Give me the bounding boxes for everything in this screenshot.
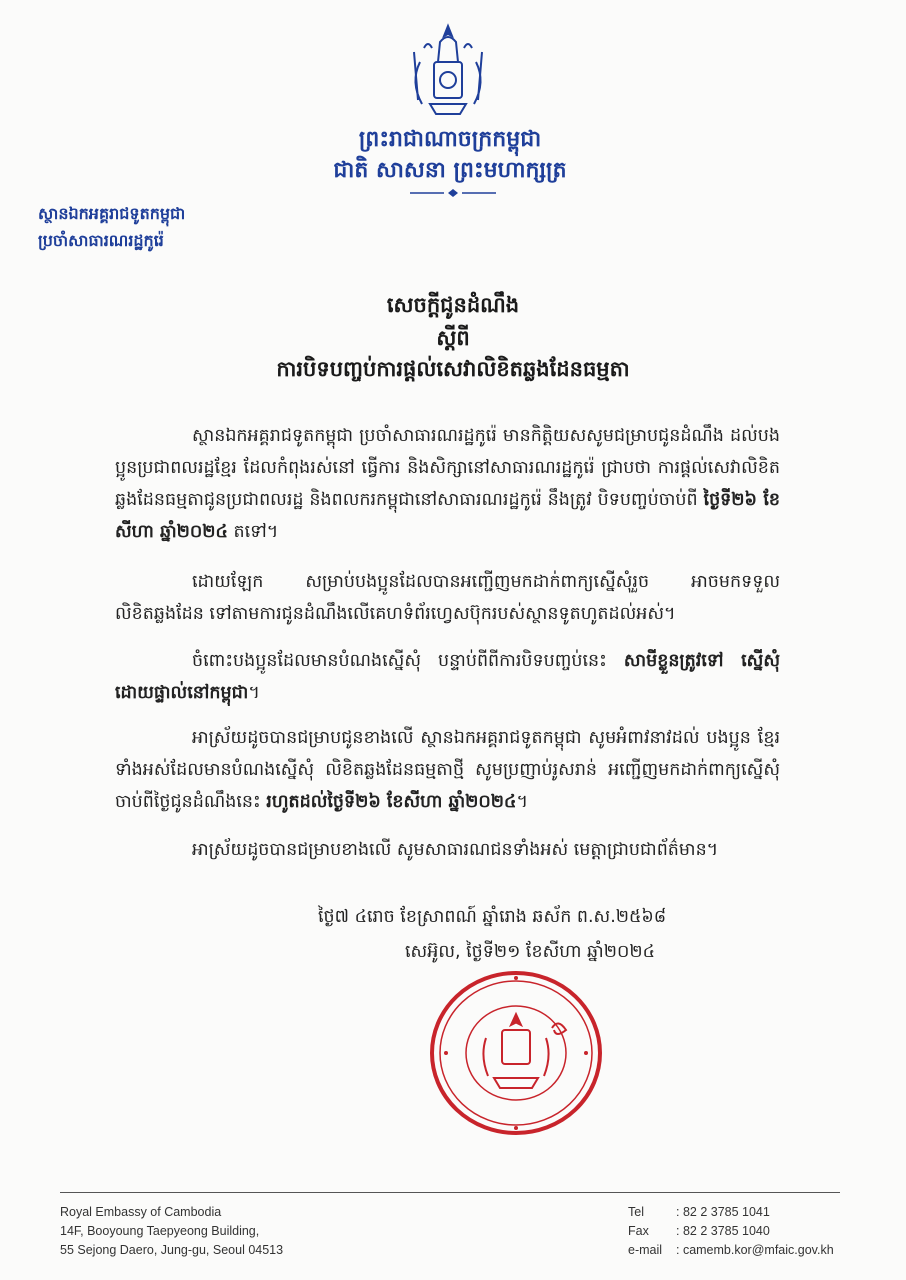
footer-org: Royal Embassy of Cambodia [60, 1205, 222, 1219]
paragraph-1: ស្ថានឯកអគ្គរាជទូតកម្ពុជា ប្រចាំសាធារណរដ្ឋកូរ៉េ មានកិត្តិយសសូមជម្រាបជូនដំណឹង ដល់បងប្អូនប្រជាពលរដ្ឋខ្មែរ ដែលកំពុងរស់នៅ ធ្វើការ និងសិក្សានៅសាធារណរដ្ឋកូរ៉េ ជ្រាបថា ការផ្តល់សេវាលិខិតឆ្លងដែនធម្មតាជូនប្រជាពលរដ្ឋ និងពលករកម្ពុជានៅសាធារណរដ្ឋកូរ៉េ នឹងត្រូវ បិទបញ្ចប់ចាប់ពី ថ្ងៃទី២៦ ខែសីហា ឆ្នាំ២០២៤ តទៅ។ [115, 426, 780, 542]
footer-addr2: 55 Sejong Daero, Jung-gu, Seoul 04513 [60, 1243, 284, 1257]
national-motto: ជាតិ សាសនា ព្រះមហាក្សត្រ [333, 157, 567, 183]
embassy-location: ប្រចាំសាធារណរដ្ឋកូរ៉េ [38, 231, 164, 250]
effective-date: ថ្ងៃទី២៦ ខែសីហា ឆ្នាំ២០២៤ [115, 490, 780, 542]
email-label: e-mail [628, 1243, 663, 1257]
lunar-date: ថ្ងៃ៧ ៤រោច ខែស្រាពណ៍ ឆ្នាំរោង ឆស័ក ព.ស.២៥៦៨ [318, 907, 667, 927]
footer-contact [628, 1203, 834, 1260]
paragraph-4: អាស្រ័យដូចបានជម្រាបជូនខាងលើ ស្ថានឯកអគ្គរាជទូតកម្ពុជា សូមអំពាវនាវដល់ បងប្អូន ខ្មែរទាំងអស់ដែលមានបំណងស្នើសុំ លិខិតឆ្លងដែនធម្មតាថ្មី សូមប្រញាប់រូសរាន់ អញ្ជើញមកដាក់ពាក្យស្នើសុំចាប់ពីថ្ងៃជូនដំណឹងនេះ រហូតដល់ថ្ងៃទី២៦ ខែសីហា ឆ្នាំ២០២៤។ [115, 728, 780, 812]
footer-address [60, 1203, 283, 1260]
tel-value: : 82 2 3785 1041 [676, 1205, 770, 1219]
apply-in-cambodia-note: សាមីខ្លួនត្រូវទៅ ស្នើសុំ ដោយផ្ទាល់នៅកម្ពុជា [115, 651, 780, 703]
notice-subject: ការបិទបញ្ចប់ការផ្តល់សេវាលិខិតឆ្លងដែនធម្មតា [276, 356, 630, 381]
fax-value: : 82 2 3785 1040 [676, 1224, 770, 1238]
official-seal-icon [426, 968, 606, 1138]
paragraph-5: អាស្រ័យដូចបានជម្រាបខាងលើ សូមសាធារណជនទាំងអស់ មេត្តាជ្រាបជាព័ត៌មាន។ [192, 840, 719, 860]
notice-title: សេចក្តីជូនដំណឹង [386, 292, 520, 317]
footer-divider [60, 1192, 840, 1193]
embassy-name: ស្ថានឯកអគ្គរាជទូតកម្ពុជា [38, 204, 186, 223]
footer-addr1: 14F, Booyoung Taepyeong Building, [60, 1224, 260, 1238]
tel-label: Tel [628, 1205, 644, 1219]
paragraph-2: ដោយឡែក សម្រាប់បងប្អូនដែលបានអញ្ជើញមកដាក់ពាក្យស្នើសុំរួច អាចមកទទួល លិខិតឆ្លងដែន ទៅតាមការជូនដំណឹងលើគេហទំព័រហ្វេសប៊ុករបស់ស្ថានទូតហូតដល់អស់។ [115, 572, 780, 624]
fax-label: Fax [628, 1224, 649, 1238]
paragraph-3: ចំពោះបងប្អូនដែលមានបំណងស្នើសុំ បន្ទាប់ពីពីការបិទបញ្ចប់នេះ សាមីខ្លួនត្រូវទៅ ស្នើសុំ ដោយផ្ទាល់នៅកម្ពុជា។ [115, 651, 780, 703]
royal-emblem-icon [400, 22, 496, 122]
notice-regarding: ស្តីពី [436, 325, 470, 350]
kingdom-title: ព្រះរាជាណាចក្រកម្ពុជា [358, 126, 542, 152]
divider-ornament-icon [408, 188, 498, 198]
email-value: : camemb.kor@mfaic.gov.kh [676, 1243, 834, 1257]
deadline-date: រហូតដល់ថ្ងៃទី២៦ ខែសីហា ឆ្នាំ២០២៤ [266, 792, 517, 812]
solar-date: សេអ៊ូល, ថ្ងៃទី២១ ខែសីហា ឆ្នាំ២០២៤ [405, 942, 655, 962]
